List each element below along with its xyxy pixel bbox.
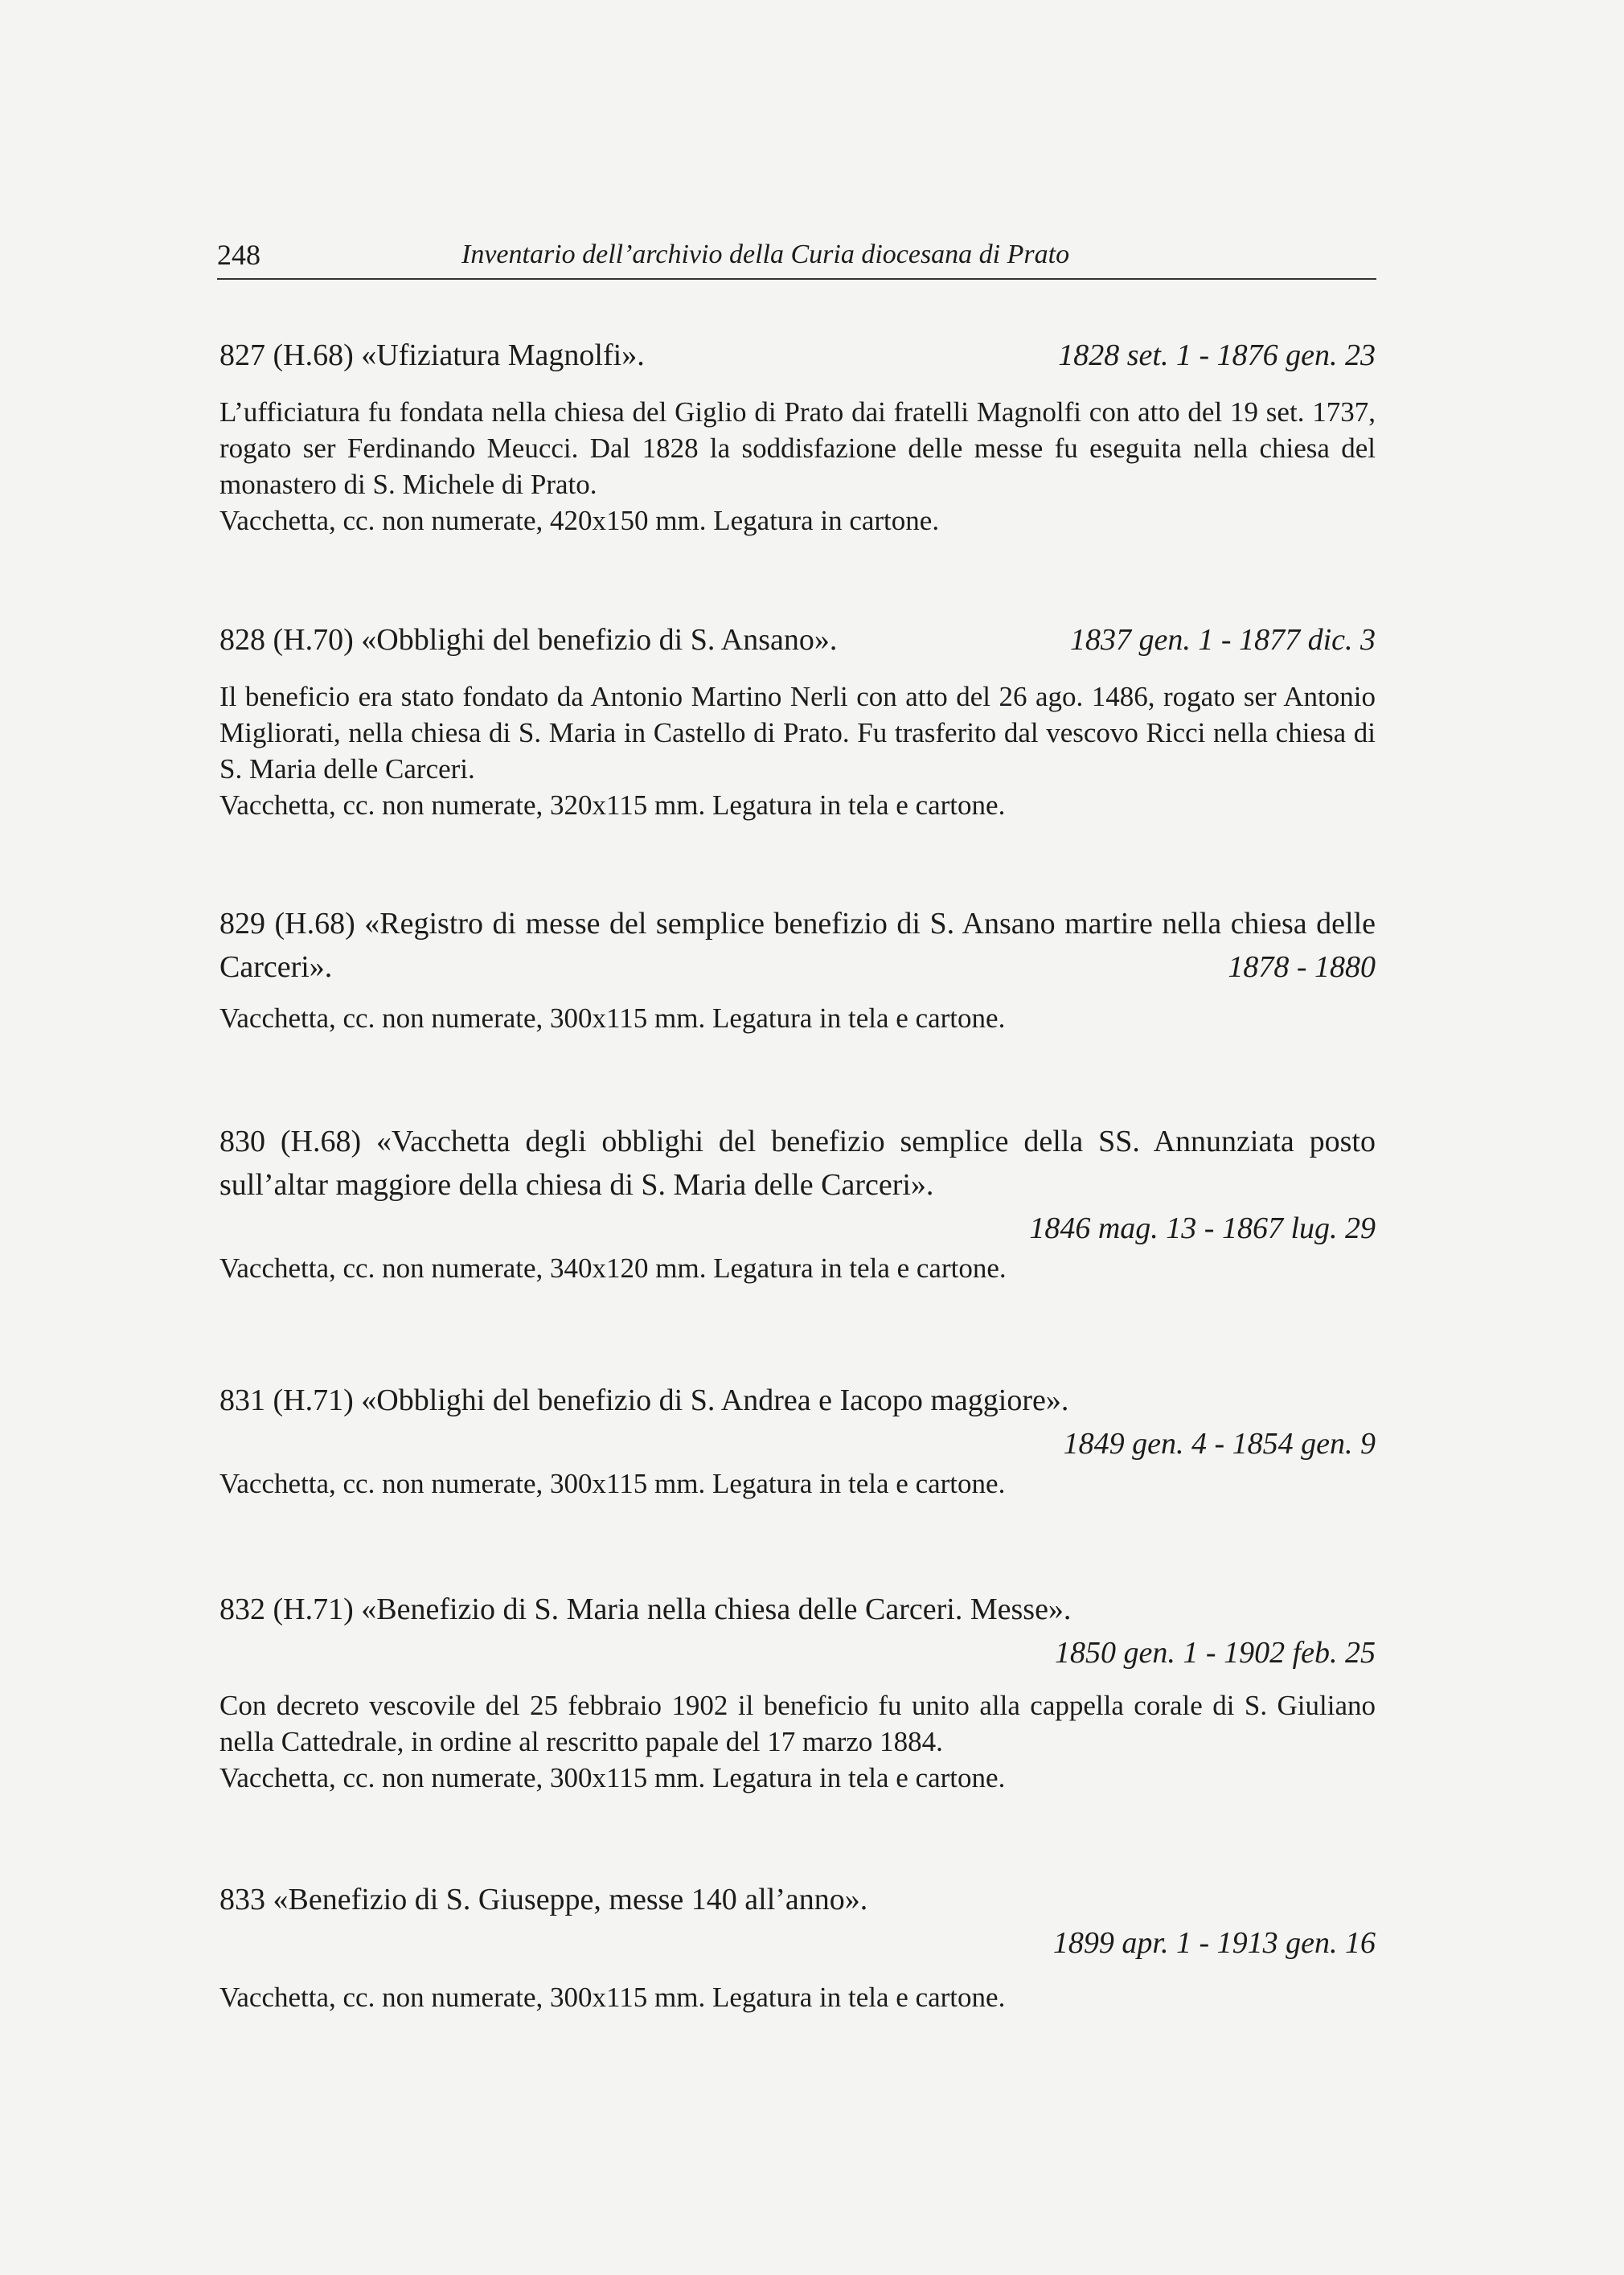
entry-title: 829 (H.68) «Registro di messe del semplice benefizio di S. Ansano martire nella chiesa delle Carceri». [219,907,1376,984]
entry-title: 828 (H.70) «Obblighi del benefizio di S. Ansano». [219,623,838,657]
entry-828 [219,622,1376,823]
page-number: 248 [217,239,260,271]
entry-title: 831 (H.71) «Obblighi del benefizio di S. Andrea e Iacopo maggiore». [219,1383,1069,1417]
entry-dates: 1828 set. 1 - 1876 gen. 23 [1058,338,1376,372]
entry-physical-description: Vacchetta, cc. non numerate, 300x115 mm. Legatura in tela e cartone. [219,1002,1006,1034]
entry-description: Il beneficio era stato fondato da Antonio Martino Nerli con atto del 26 ago. 1486, rogato ser Antonio Migliorati, nella chiesa di S. Maria in Castello di Prato. Fu trasferito dal vescovo Ricci nella chiesa di S. Maria delle Carceri. [219,681,1376,785]
entry-title: 827 (H.68) «Ufiziatura Magnolfi». [219,338,645,372]
entry-physical-description: Vacchetta, cc. non numerate, 340x120 mm. Legatura in tela e cartone. [219,1252,1007,1284]
entry-physical-description: Vacchetta, cc. non numerate, 420x150 mm. Legatura in cartone. [219,505,940,536]
entry-831 [219,1379,1376,1502]
entry-829 [219,902,1376,1036]
entry-833 [219,1878,1376,2015]
page-header [217,238,1376,280]
entry-title: 830 (H.68) «Vacchetta degli obblighi del benefizio semplice della SS. Annunziata posto sull’altar maggiore della chiesa di S. Maria delle Carceri». [219,1125,1376,1202]
entry-827 [219,338,1376,539]
entry-physical-description: Vacchetta, cc. non numerate, 300x115 mm. Legatura in tela e cartone. [219,1468,1006,1499]
entry-dates: 1878 - 1880 [1228,950,1376,984]
entry-dates: 1850 gen. 1 - 1902 feb. 25 [1055,1636,1376,1670]
entry-dates: 1846 mag. 13 - 1867 lug. 29 [1029,1211,1376,1245]
entry-830 [219,1120,1376,1286]
entry-dates: 1837 gen. 1 - 1877 dic. 3 [1070,623,1376,657]
entry-title: 832 (H.71) «Benefizio di S. Maria nella chiesa delle Carceri. Messe». [219,1592,1072,1626]
entry-dates: 1849 gen. 4 - 1854 gen. 9 [1063,1427,1376,1461]
entry-physical-description: Vacchetta, cc. non numerate, 300x115 mm. Legatura in tela e cartone. [219,1762,1006,1793]
entry-description: Con decreto vescovile del 25 febbraio 1902 il beneficio fu unito alla cappella corale di S. Giuliano nella Cattedrale, in ordine al rescritto papale del 17 marzo 1884. [219,1690,1376,1757]
entry-title: 833 «Benefizio di S. Giuseppe, messe 140 all’anno». [219,1883,868,1916]
running-title: Inventario dell’archivio della Curia diocesana di Prato [461,240,1070,269]
entry-physical-description: Vacchetta, cc. non numerate, 320x115 mm. Legatura in tela e cartone. [219,789,1006,821]
entry-description: L’ufficiatura fu fondata nella chiesa del Giglio di Prato dai fratelli Magnolfi con atto del 19 set. 1737, rogato ser Ferdinando Meucci. Dal 1828 la soddisfazione delle messe fu eseguita nella chiesa del monastero di S. Michele di Prato. [219,396,1376,500]
entry-dates: 1899 apr. 1 - 1913 gen. 16 [1052,1926,1376,1960]
entry-832 [219,1588,1376,1796]
entry-physical-description: Vacchetta, cc. non numerate, 300x115 mm. Legatura in tela e cartone. [219,1982,1006,2013]
